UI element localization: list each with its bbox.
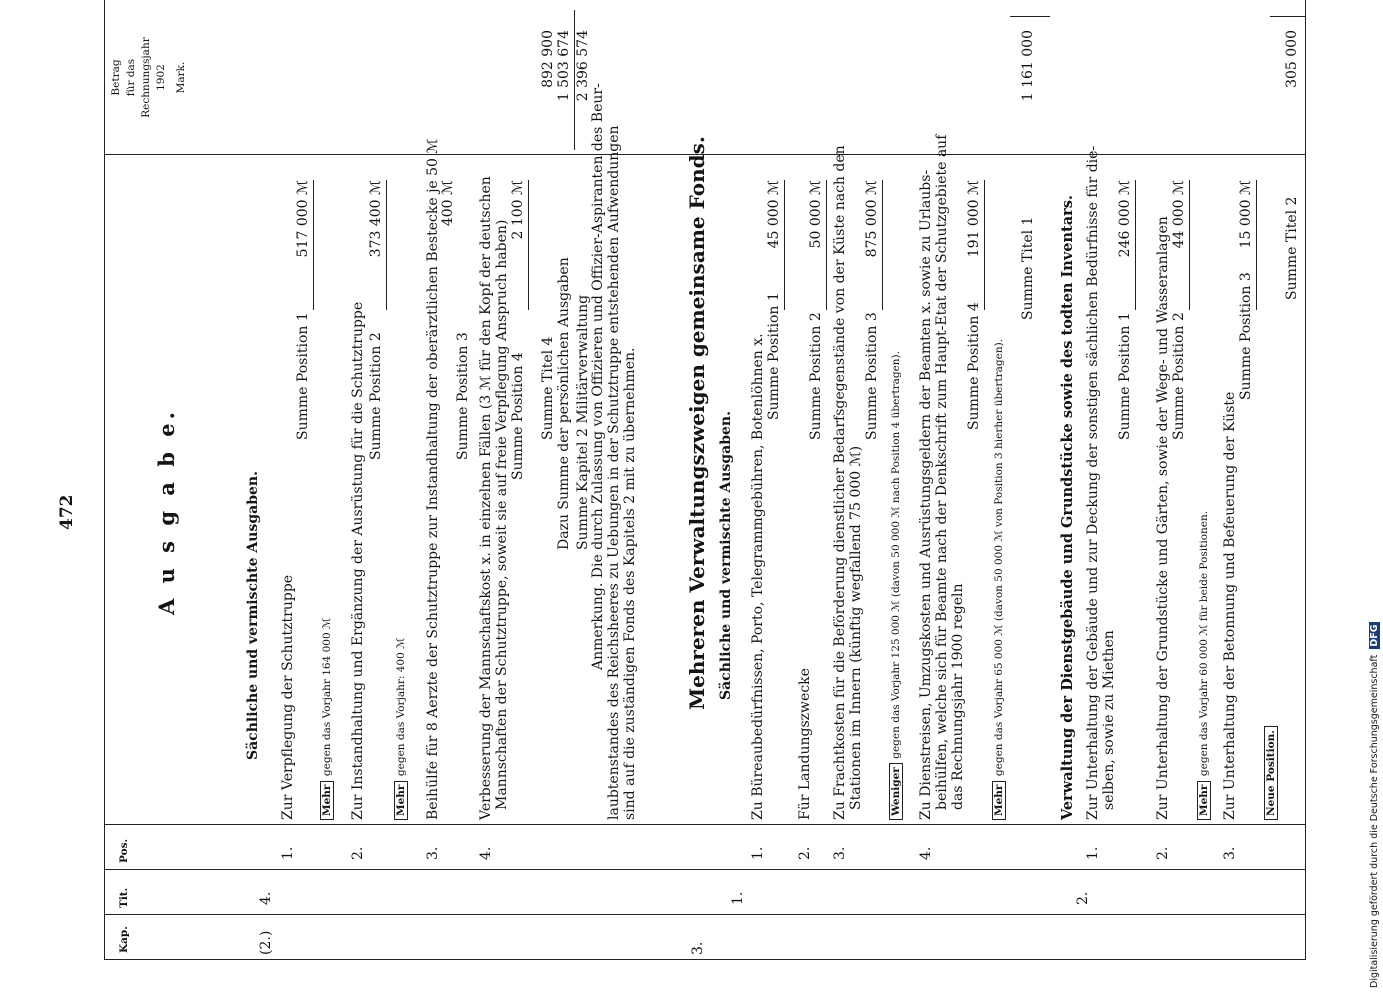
- title-sum-amount: 305 000: [1284, 30, 1300, 88]
- amount-rule: [826, 180, 827, 310]
- page-heading: A u s g a b e.: [154, 408, 179, 615]
- col-header-unit: Mark.: [175, 61, 187, 94]
- position-number: 3.: [425, 846, 441, 860]
- position-number: 1.: [280, 846, 296, 860]
- col-header-betrag: Betrag: [110, 59, 122, 96]
- section-title: Verwaltung der Dienstgebäude und Grundstücke sowie des todten Inventars.: [1059, 195, 1076, 820]
- tit-1-label: 1.: [730, 891, 746, 905]
- position-sum-label: Summe Position 4: [966, 302, 982, 430]
- note-text: gegen das Vorjahr 164 000 ℳ: [321, 617, 333, 777]
- amount-rule: [984, 180, 985, 310]
- position-text: Zu Büreaubedürfnissen, Porto, Telegrammgebühren, Botenlöhnen x.: [750, 333, 766, 820]
- position-amount: 246 000 ℳ: [1117, 180, 1133, 258]
- position-number: 4.: [918, 846, 934, 860]
- amount-rule: [1135, 180, 1136, 310]
- note-line: [1262, 726, 1278, 820]
- position-sum-label: Summe Position 2: [808, 312, 824, 440]
- position-sum-label: Summe Position 1: [295, 312, 311, 440]
- section-title: Sächliche und vermischte Ausgaben.: [245, 471, 261, 760]
- col-header-betrag-2: für das: [125, 58, 137, 97]
- note-text: gegen das Vorjahr 60 000 ℳ für beide Positionen.: [1198, 510, 1210, 777]
- digitization-credit: [1369, 8, 1383, 988]
- position-sum-label: Summe Position 3: [455, 332, 471, 460]
- position-sum-label: Summe Position 3: [864, 312, 880, 440]
- title-sum-amount: 1 161 000: [1020, 30, 1036, 102]
- note-box: Mehr: [320, 781, 334, 820]
- position-sum-label: Summe Position 2: [1171, 312, 1187, 440]
- position-amount: 517 000 ℳ: [295, 180, 311, 258]
- annotation-line: laubtenstandes des Reichsheeres zu Uebungen in der Schutztruppe entstehenden Aufwendungen: [606, 125, 622, 820]
- page-number: 472: [57, 494, 77, 530]
- col-header-tit: Tit.: [118, 887, 130, 908]
- chapter-sum-label: Summe Kapitel 2 Militärverwaltung: [575, 294, 591, 550]
- dfg-logo: DFG: [1369, 624, 1380, 647]
- title-sum-amount: 892 900: [540, 30, 556, 88]
- position-sum-label: Summe Position 1: [1117, 312, 1133, 440]
- col-header-kap: Kap.: [118, 926, 130, 953]
- position-number: 3.: [1222, 846, 1238, 860]
- position-text: Beihülfe für 8 Aerzte der Schutztruppe zur Instandhaltung der oberärztlichen Bestecke je 50 ℳ: [425, 138, 441, 820]
- note-line: [990, 339, 1006, 820]
- sum-bracket: [1010, 16, 1050, 17]
- position-text: Für Landungszwecke: [797, 668, 813, 820]
- col-pos-text-rule: [104, 824, 1305, 825]
- kap-2-label: (2.): [258, 930, 274, 955]
- col-kap-tit-rule: [104, 914, 1305, 915]
- header-rule: [104, 959, 1305, 960]
- note-box: Mehr: [1197, 781, 1211, 820]
- amount-rule: [1189, 180, 1190, 310]
- note-line: [887, 351, 903, 820]
- position-text: Zur Unterhaltung der Grundstücke und Gärten, sowie der Wege- und Wasseranlagen: [1155, 216, 1171, 820]
- note-box: Neue Position.: [1264, 726, 1278, 820]
- tit-2-label: 2.: [1075, 891, 1091, 905]
- position-text: Zu Dienstreisen, Umzugskosten und Ausrüstungsgeldern der Beamten x. sowie zu Urlaubs-: [918, 169, 934, 820]
- position-number: 2.: [1155, 846, 1171, 860]
- position-text: Verbesserung der Mannschaftskost x. in einzelnen Fällen (3 ℳ für den Kopf der deutschen: [478, 176, 494, 820]
- position-amount: 15 000 ℳ: [1238, 180, 1254, 249]
- position-text-cont: Stationen im Innern (künftig wegfallend 75 000 ℳ): [848, 445, 864, 810]
- sum-bracket: [1270, 16, 1305, 17]
- position-amount: 191 000 ℳ: [966, 180, 982, 258]
- position-amount: 50 000 ℳ: [808, 180, 824, 249]
- note-line: [392, 638, 408, 820]
- col-header-betrag-3: Rechnungsjahr: [140, 37, 152, 118]
- position-text-cont: beihülfen, welche sich für Beamte nach der Denkschrift zum Haupt-Etat der Schutzgebiete auf: [934, 134, 950, 810]
- amount-rule: [528, 180, 529, 310]
- section-title: Sächliche und vermischte Ausgaben.: [718, 411, 734, 700]
- position-amount: 45 000 ℳ: [766, 180, 782, 249]
- tit-4-label: 4.: [258, 891, 274, 905]
- amount-rule: [386, 180, 387, 310]
- annotation-line: Anmerkung. Die durch Zulassung von Offizieren und Offizier-Aspiranten des Beur-: [590, 83, 606, 670]
- section-heading: Mehreren Verwaltungszweigen gemeinsame Fonds.: [685, 136, 709, 710]
- bottom-rule: [1305, 0, 1306, 960]
- position-text: Zur Unterhaltung der Betonnung und Befeuerung der Küste: [1222, 391, 1238, 820]
- position-number: 3.: [832, 846, 848, 860]
- chapter-sum-amount: 2 396 574: [575, 30, 591, 102]
- title-sum-label: Summe Titel 1: [1020, 216, 1036, 320]
- note-text: gegen das Vorjahr 65 000 ℳ (davon 50 000 ℳ von Position 3 hierher übertragen).: [993, 338, 1005, 777]
- position-sum-label: Summe Position 1: [766, 292, 782, 420]
- position-text: Zur Unterhaltung der Gebäude und zur Deckung der sonstigen sächlichen Bedürfnisse für die-: [1085, 145, 1101, 820]
- amount-rule: [882, 180, 883, 310]
- position-text: Zur Verpflegung der Schutztruppe: [280, 574, 296, 820]
- col-header-pos: Pos.: [118, 838, 130, 863]
- note-box: Weniger: [889, 763, 903, 820]
- kap-3-label: 3.: [690, 941, 706, 955]
- note-text: gegen das Vorjahr: 400 ℳ: [395, 637, 407, 777]
- note-line: [1195, 511, 1211, 820]
- note-text: gegen das Vorjahr 125 000 ℳ (davon 50 000 ℳ nach Position 4 übertragen).: [890, 351, 902, 759]
- amount-rule: [784, 180, 785, 310]
- dazu-amount: 1 503 674: [556, 30, 572, 102]
- position-amount: 875 000 ℳ: [864, 180, 880, 258]
- position-number: 2.: [350, 846, 366, 860]
- position-text: Zur Instandhaltung und Ergänzung der Ausrüstung für die Schutztruppe: [350, 301, 366, 820]
- position-number: 1.: [750, 846, 766, 860]
- position-amount: 2 100 ℳ: [510, 180, 526, 240]
- position-text: Zu Frachtkosten für die Beförderung dienstlicher Bedarfsgegenstände von der Küste nach den: [832, 145, 848, 820]
- position-sum-label: Summe Position 3: [1238, 272, 1254, 400]
- title-sum-label: Summe Titel 2: [1284, 196, 1300, 300]
- credit-text: Digitalisierung gefördert durch die Deutsche Forschungsgemeinschaft: [1369, 654, 1380, 988]
- note-box: Mehr: [394, 781, 408, 820]
- annotation-line: sind auf die zuständigen Fonds des Kapitels 2 mit zu übernehmen.: [622, 347, 638, 820]
- amount-rule: [1256, 180, 1257, 310]
- position-text-cont: Mannschaften der Schutztruppe, soweit sie auf freie Verpflegung Anspruch haben): [494, 219, 510, 810]
- note-box: Mehr: [992, 781, 1006, 820]
- position-sum-label: Summe Position 2: [368, 332, 384, 460]
- amount-rule: [313, 180, 314, 310]
- title-sum-label: Summe Titel 4: [540, 336, 556, 440]
- dazu-label: Dazu Summe der persönlichen Ausgaben: [556, 257, 572, 550]
- position-amount: 373 400 ℳ: [368, 180, 384, 258]
- note-line: [318, 618, 334, 820]
- position-sum-label: Summe Position 4: [510, 352, 526, 480]
- position-number: 1.: [1085, 846, 1101, 860]
- col-header-year: 1902: [155, 64, 167, 91]
- position-number: 2.: [797, 846, 813, 860]
- position-number: 4.: [478, 846, 494, 860]
- position-amount: 44 000 ℳ: [1171, 180, 1187, 249]
- position-text-cont: selben, sowie zu Miethen: [1101, 630, 1117, 810]
- position-text-cont: das Rechnungsjahr 1900 regeln: [950, 583, 966, 810]
- top-rule: [104, 0, 105, 960]
- col-tit-pos-rule: [104, 869, 1305, 870]
- position-subamount: 400 ℳ: [440, 180, 456, 227]
